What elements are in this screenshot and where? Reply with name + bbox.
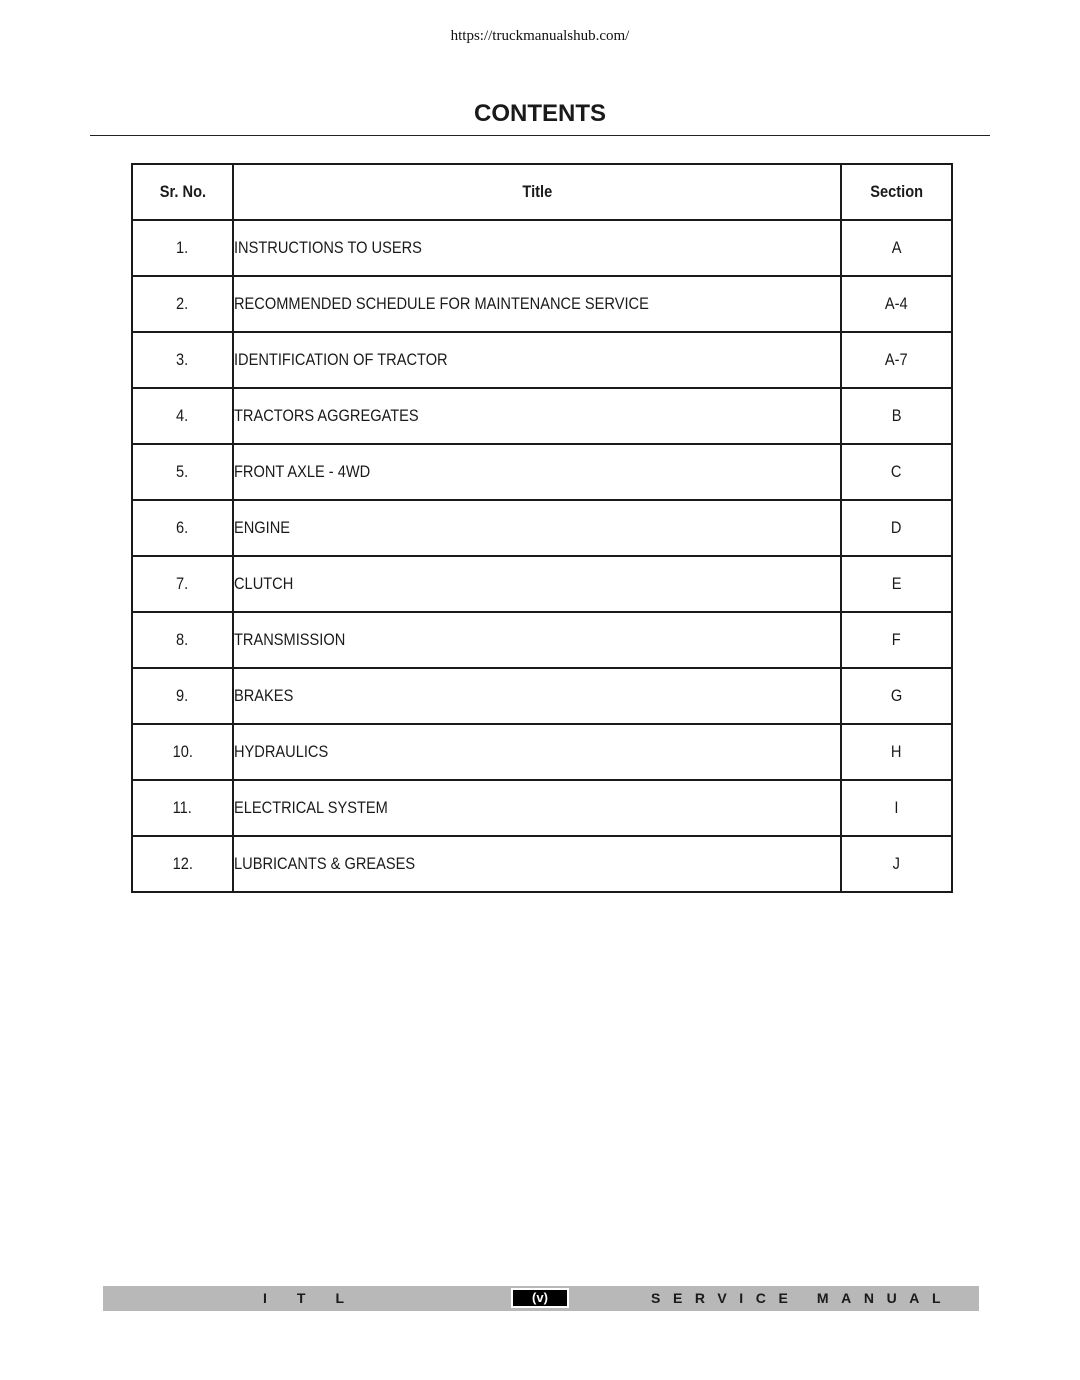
row-title: IDENTIFICATION OF TRACTOR	[233, 332, 841, 388]
row-section: J	[841, 836, 952, 892]
row-number: 9.	[132, 668, 233, 724]
row-number: 8.	[132, 612, 233, 668]
table-row	[132, 668, 952, 724]
footer-manual-label: SERVICE MANUAL	[651, 1290, 954, 1306]
row-number: 10.	[132, 724, 233, 780]
table-row	[132, 332, 952, 388]
column-header-sr-no: Sr. No.	[132, 164, 233, 220]
contents-table	[131, 163, 953, 893]
table-row	[132, 276, 952, 332]
title-divider	[90, 135, 990, 136]
row-section: D	[841, 500, 952, 556]
page-number: (v)	[511, 1288, 569, 1308]
column-header-title: Title	[233, 164, 841, 220]
row-section: A-4	[841, 276, 952, 332]
footer-bar	[103, 1286, 979, 1311]
row-title: RECOMMENDED SCHEDULE FOR MAINTENANCE SERVICE	[233, 276, 841, 332]
table-row	[132, 444, 952, 500]
source-url: https://truckmanualshub.com/	[450, 28, 630, 44]
row-title: FRONT AXLE - 4WD	[233, 444, 841, 500]
row-title: ELECTRICAL SYSTEM	[233, 780, 841, 836]
row-title: CLUTCH	[233, 556, 841, 612]
row-title: ENGINE	[233, 500, 841, 556]
row-section: C	[841, 444, 952, 500]
page-title: CONTENTS	[474, 100, 606, 127]
row-section: B	[841, 388, 952, 444]
row-title: LUBRICANTS & GREASES	[233, 836, 841, 892]
row-section: A-7	[841, 332, 952, 388]
row-title: BRAKES	[233, 668, 841, 724]
row-number: 4.	[132, 388, 233, 444]
row-title: HYDRAULICS	[233, 724, 841, 780]
row-number: 6.	[132, 500, 233, 556]
row-section: G	[841, 668, 952, 724]
table-row	[132, 724, 952, 780]
row-section: F	[841, 612, 952, 668]
column-header-section: Section	[841, 164, 952, 220]
row-number: 5.	[132, 444, 233, 500]
table-row	[132, 612, 952, 668]
row-number: 3.	[132, 332, 233, 388]
row-section: I	[841, 780, 952, 836]
table-row	[132, 556, 952, 612]
row-section: E	[841, 556, 952, 612]
table-row	[132, 836, 952, 892]
row-number: 2.	[132, 276, 233, 332]
table-header-row	[132, 164, 952, 220]
row-number: 12.	[132, 836, 233, 892]
table-row	[132, 388, 952, 444]
table-row	[132, 780, 952, 836]
row-number: 7.	[132, 556, 233, 612]
footer-brand: ITL	[263, 1290, 374, 1306]
row-number: 11.	[132, 780, 233, 836]
table-row	[132, 220, 952, 276]
row-title: INSTRUCTIONS TO USERS	[233, 220, 841, 276]
row-section: H	[841, 724, 952, 780]
row-section: A	[841, 220, 952, 276]
row-title: TRANSMISSION	[233, 612, 841, 668]
table-row	[132, 500, 952, 556]
row-title: TRACTORS AGGREGATES	[233, 388, 841, 444]
row-number: 1.	[132, 220, 233, 276]
